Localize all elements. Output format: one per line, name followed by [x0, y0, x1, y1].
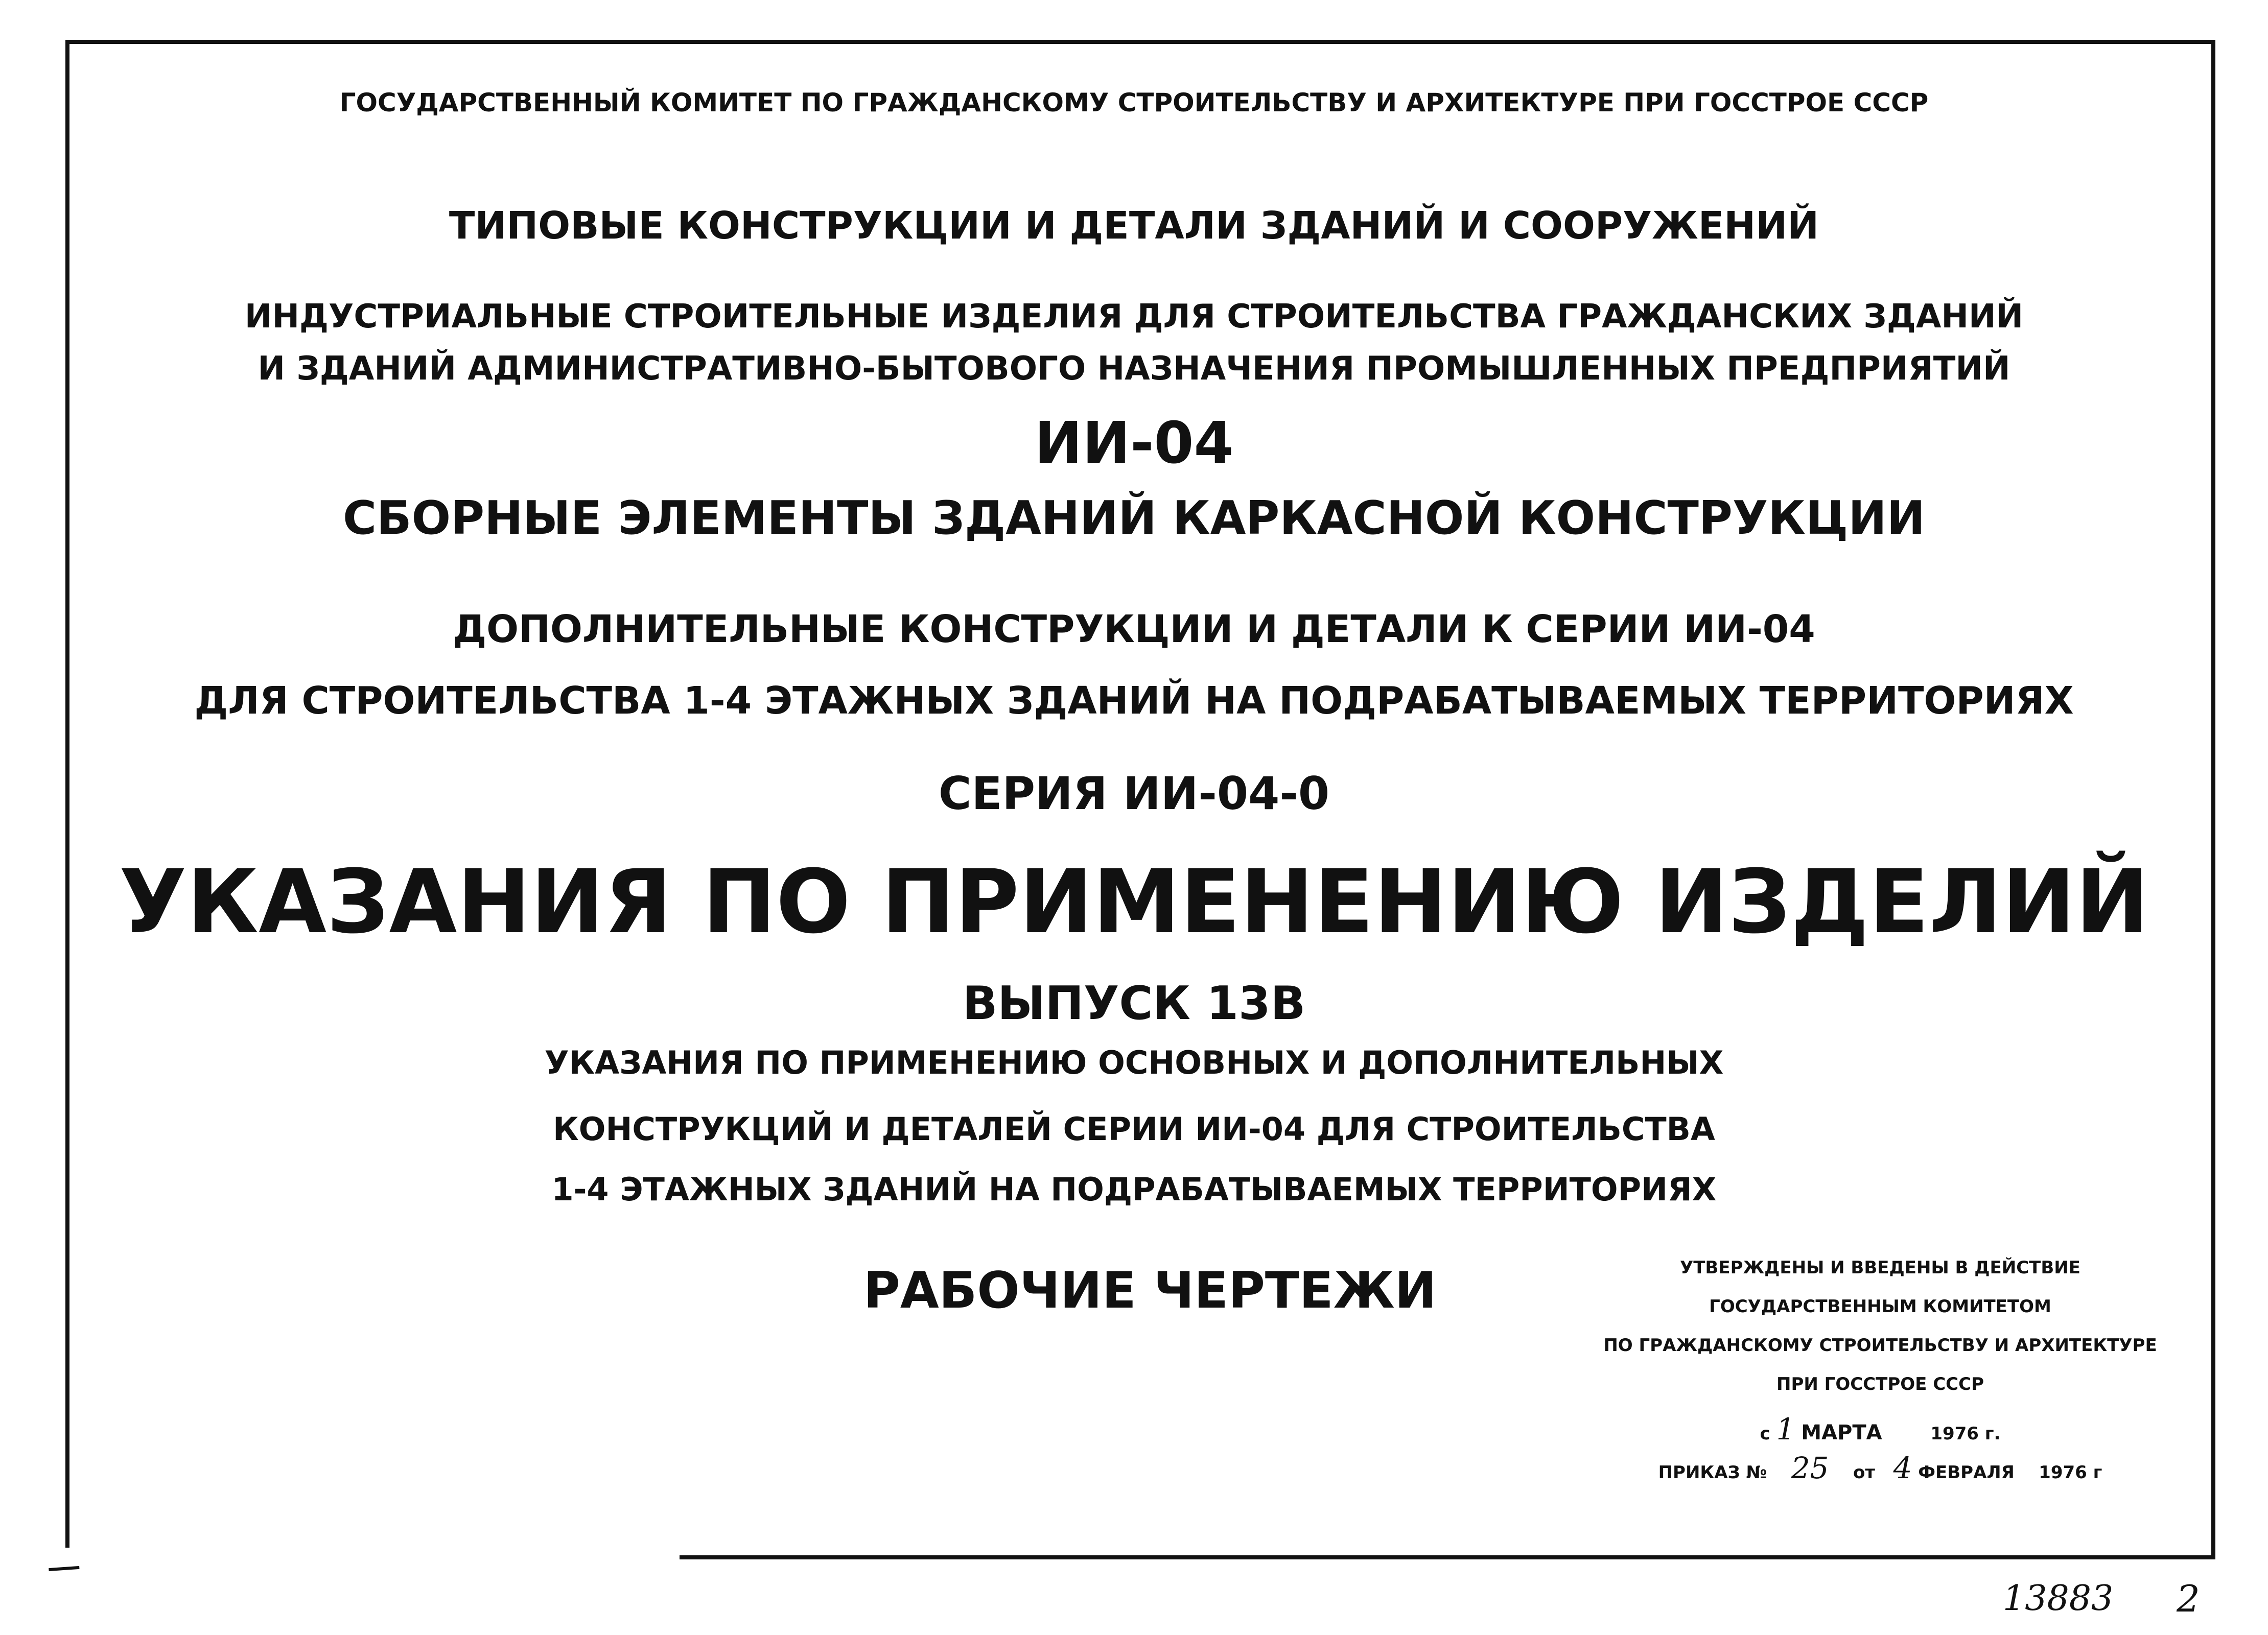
- order-number: 25: [1791, 1451, 1829, 1485]
- order-label: ПРИКАЗ №: [1658, 1462, 1767, 1483]
- order-from: от: [1853, 1462, 1876, 1483]
- additional-line-1: ДОПОЛНИТЕЛЬНЫЕ КОНСТРУКЦИИ И ДЕТАЛИ К СЕРИИ ИИ-04: [453, 607, 1815, 651]
- order-month: ФЕВРАЛЯ: [1918, 1462, 2015, 1483]
- series-label: СЕРИЯ ИИ-04-0: [938, 767, 1330, 820]
- from-month: МАРТА: [1801, 1421, 1882, 1444]
- approval-line-1: УТВЕРЖДЕНЫ И ВВЕДЕНЫ В ДЕЙСТВИЕ: [1680, 1258, 2080, 1278]
- prefab-title: СБОРНЫЕ ЭЛЕМЕНТЫ ЗДАНИЙ КАРКАСНОЙ КОНСТРУКЦИИ: [342, 491, 1925, 545]
- industrial-line-1: ИНДУСТРИАЛЬНЫЕ СТРОИТЕЛЬНЫЕ ИЗДЕЛИЯ ДЛЯ СТРОИТЕЛЬСТВА ГРАЖДАНСКИХ ЗДАНИЙ: [244, 298, 2024, 336]
- approval-line-3: ПО ГРАЖДАНСКОМУ СТРОИТЕЛЬСТВУ И АРХИТЕКТУРЕ: [1603, 1335, 2157, 1356]
- approval-line-2: ГОСУДАРСТВЕННЫМ КОМИТЕТОМ: [1709, 1296, 2051, 1317]
- order-day: 4: [1893, 1451, 1912, 1485]
- additional-line-2: ДЛЯ СТРОИТЕЛЬСТВА 1-4 ЭТАЖНЫХ ЗДАНИЙ НА ПОДРАБАТЫВАЕМЫХ ТЕРРИТОРИЯХ: [194, 679, 2074, 723]
- series-code: ИИ-04: [1034, 410, 1234, 477]
- header-organization: ГОСУДАРСТВЕННЫЙ КОМИТЕТ ПО ГРАЖДАНСКОМУ СТРОИТЕЛЬСТВУ И АРХИТЕКТУРЕ ПРИ ГОССТРОЕ СССР: [339, 88, 1929, 117]
- approval-effective-date: [1548, 1414, 2212, 1453]
- page-number: 2: [2177, 1577, 2200, 1620]
- frame-gap: [49, 1548, 680, 1578]
- issue-number: ВЫПУСК 13В: [962, 977, 1306, 1030]
- description-line-3: 1-4 ЭТАЖНЫХ ЗДАНИЙ НА ПОДРАБАТЫВАЕМЫХ ТЕРРИТОРИЯХ: [551, 1171, 1717, 1208]
- approval-order: [1548, 1453, 2212, 1492]
- approval-block: [1548, 1259, 2212, 1492]
- typical-title: ТИПОВЫЕ КОНСТРУКЦИИ И ДЕТАЛИ ЗДАНИЙ И СООРУЖЕНИЙ: [449, 204, 1819, 248]
- industrial-line-2: И ЗДАНИЙ АДМИНИСТРАТИВНО-БЫТОВОГО НАЗНАЧЕНИЯ ПРОМЫШЛЕННЫХ ПРЕДПРИЯТИЙ: [258, 350, 2010, 388]
- main-title: УКАЗАНИЯ ПО ПРИМЕНЕНИЮ ИЗДЕЛИЙ: [119, 850, 2149, 953]
- from-prefix: с: [1760, 1424, 1770, 1444]
- order-year: 1976 г: [2039, 1462, 2102, 1483]
- archive-number: 13883: [2003, 1578, 2114, 1619]
- from-day: 1: [1776, 1412, 1795, 1447]
- description-line-1: УКАЗАНИЯ ПО ПРИМЕНЕНИЮ ОСНОВНЫХ И ДОПОЛНИТЕЛЬНЫХ: [544, 1044, 1724, 1081]
- from-year: 1976 г.: [1930, 1424, 2001, 1444]
- approval-line-4: ПРИ ГОССТРОЕ СССР: [1776, 1374, 1984, 1394]
- working-drawings-label: РАБОЧИЕ ЧЕРТЕЖИ: [863, 1262, 1437, 1320]
- description-line-2: КОНСТРУКЦИЙ И ДЕТАЛЕЙ СЕРИИ ИИ-04 ДЛЯ СТРОИТЕЛЬСТВА: [553, 1110, 1715, 1148]
